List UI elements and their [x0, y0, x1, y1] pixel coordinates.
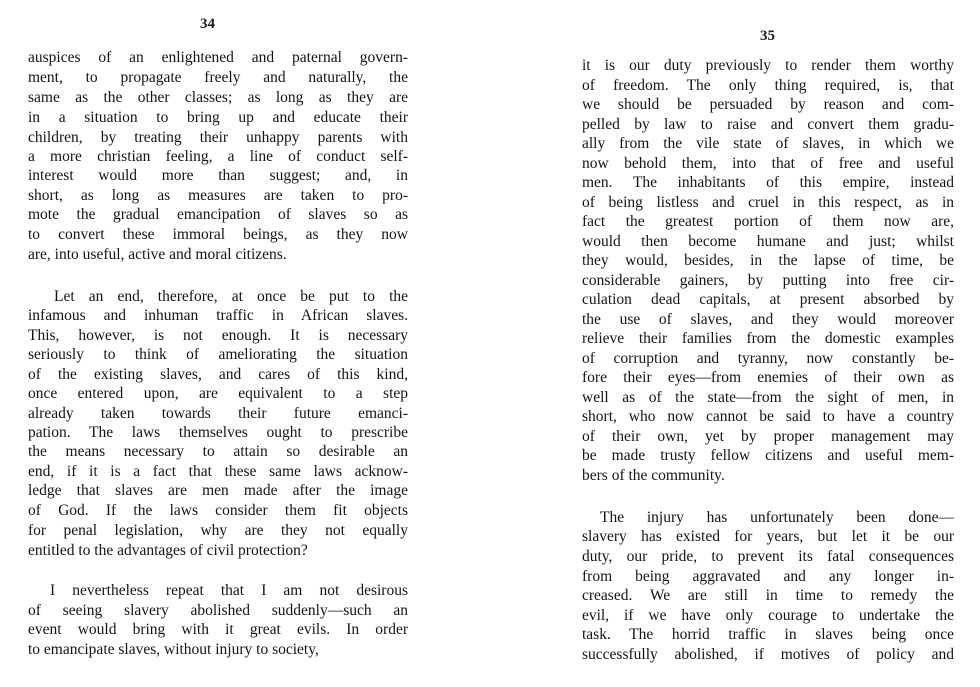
- text-line: Let an end, therefore, at once be put to the: [54, 288, 408, 305]
- text-line: children, by treating their unhappy parents with: [28, 129, 408, 146]
- text-line: seriously to think of ameliorating the situation: [28, 346, 408, 363]
- text-line: The injury has unfortunately been done—: [600, 509, 954, 526]
- text-line: ledge that slaves are men made after the image: [28, 482, 408, 499]
- text-line: event would bring with it great evils. In order: [28, 621, 408, 638]
- text-line: it is our duty previously to render them worthy: [582, 57, 954, 74]
- text-line: of their own, yet by proper management may: [582, 428, 954, 445]
- text-line: same as the other classes; as long as they are: [28, 89, 408, 106]
- text-line: once entered upon, are equivalent to a step: [28, 385, 408, 402]
- text-line: of God. If the laws consider them fit objects: [28, 502, 408, 519]
- text-line: evil, if we have only courage to undertake the: [582, 607, 954, 624]
- text-line: be made trusty fellow citizens and useful mem-: [582, 447, 954, 464]
- text-line: would then become humane and just; whilst: [582, 233, 954, 250]
- text-line: entitled to the advantages of civil protection?: [28, 542, 308, 559]
- text-line: to convert these immoral beings, as they now: [28, 226, 408, 243]
- text-line: relieve their families from the domestic examples: [582, 330, 954, 347]
- text-line: infamous and inhuman traffic in African slaves.: [28, 307, 408, 324]
- text-line: they would, besides, in the lapse of time, be: [582, 252, 954, 269]
- text-line: I nevertheless repeat that I am not desirous: [50, 582, 408, 599]
- text-line: the means necessary to attain so desirable an: [28, 443, 408, 460]
- text-line: in a situation to bring up and educate their: [28, 109, 408, 126]
- page-number-left: 34: [200, 16, 215, 32]
- text-line: task. The horrid traffic in slaves being once: [582, 626, 954, 643]
- text-line: pelled by law to raise and convert them gradu-: [582, 116, 954, 133]
- text-line: already taken towards their future emanci-: [28, 405, 408, 422]
- text-line: we should be persuaded by reason and com-: [582, 96, 954, 113]
- text-line: fact the greatest portion of them now are,: [582, 213, 954, 230]
- text-line: fore their eyes—from enemies of their own as: [582, 369, 954, 386]
- text-line: end, if it is a fact that these same laws acknow-: [28, 463, 408, 480]
- text-line: interest would more than suggest; and, in: [28, 167, 408, 184]
- text-line: of seeing slavery abolished suddenly—such an: [28, 602, 408, 619]
- text-line: of being listless and cruel in this respect, as in: [582, 194, 954, 211]
- text-line: short, who now cannot be said to have a country: [582, 408, 954, 425]
- text-line: of corruption and tyranny, now constantly be-: [582, 350, 954, 367]
- text-line: short, as long as measures are taken to pro-: [28, 187, 408, 204]
- text-line: ment, to propagate freely and naturally, the: [28, 69, 408, 86]
- text-line: ally from the vile state of slaves, in which we: [582, 135, 954, 152]
- text-line: duty, our pride, to prevent its fatal consequences: [582, 548, 954, 565]
- text-line: to emancipate slaves, without injury to society,: [28, 641, 319, 658]
- text-line: pation. The laws themselves ought to prescribe: [28, 424, 408, 441]
- text-line: successfully abolished, if motives of policy and: [582, 646, 954, 663]
- text-line: considerable gainers, by putting into free cir-: [582, 272, 954, 289]
- text-line: men. The inhabitants of this empire, instead: [582, 174, 954, 191]
- text-line: now behold them, into that of free and useful: [582, 155, 954, 172]
- text-line: slavery has existed for years, but let it be our: [582, 528, 954, 545]
- text-line: a more christian feeling, a line of conduct self-: [28, 148, 408, 165]
- text-line: the use of slaves, and they would moreover: [582, 311, 954, 328]
- text-line: from being aggravated and any longer in-: [582, 568, 954, 585]
- text-line: creased. We are still in time to remedy the: [582, 587, 954, 604]
- text-line: for penal legislation, why are they not equally: [28, 522, 408, 539]
- text-line: culation dead capitals, at present absorbed by: [582, 291, 954, 308]
- text-line: well as of the state—from the sight of men, in: [582, 389, 954, 406]
- text-line: bers of the community.: [582, 467, 725, 484]
- text-line: are, into useful, active and moral citizens.: [28, 246, 287, 263]
- text-line: auspices of an enlightened and paternal govern-: [28, 49, 408, 66]
- page-number-right: 35: [760, 28, 775, 44]
- text-line: of freedom. The only thing required, is, that: [582, 77, 954, 94]
- text-line: This, however, is not enough. It is necessary: [28, 327, 408, 344]
- text-line: mote the gradual emancipation of slaves so as: [28, 206, 408, 223]
- text-line: of the existing slaves, and cares of this kind,: [28, 366, 408, 383]
- right-page: [490, 0, 980, 687]
